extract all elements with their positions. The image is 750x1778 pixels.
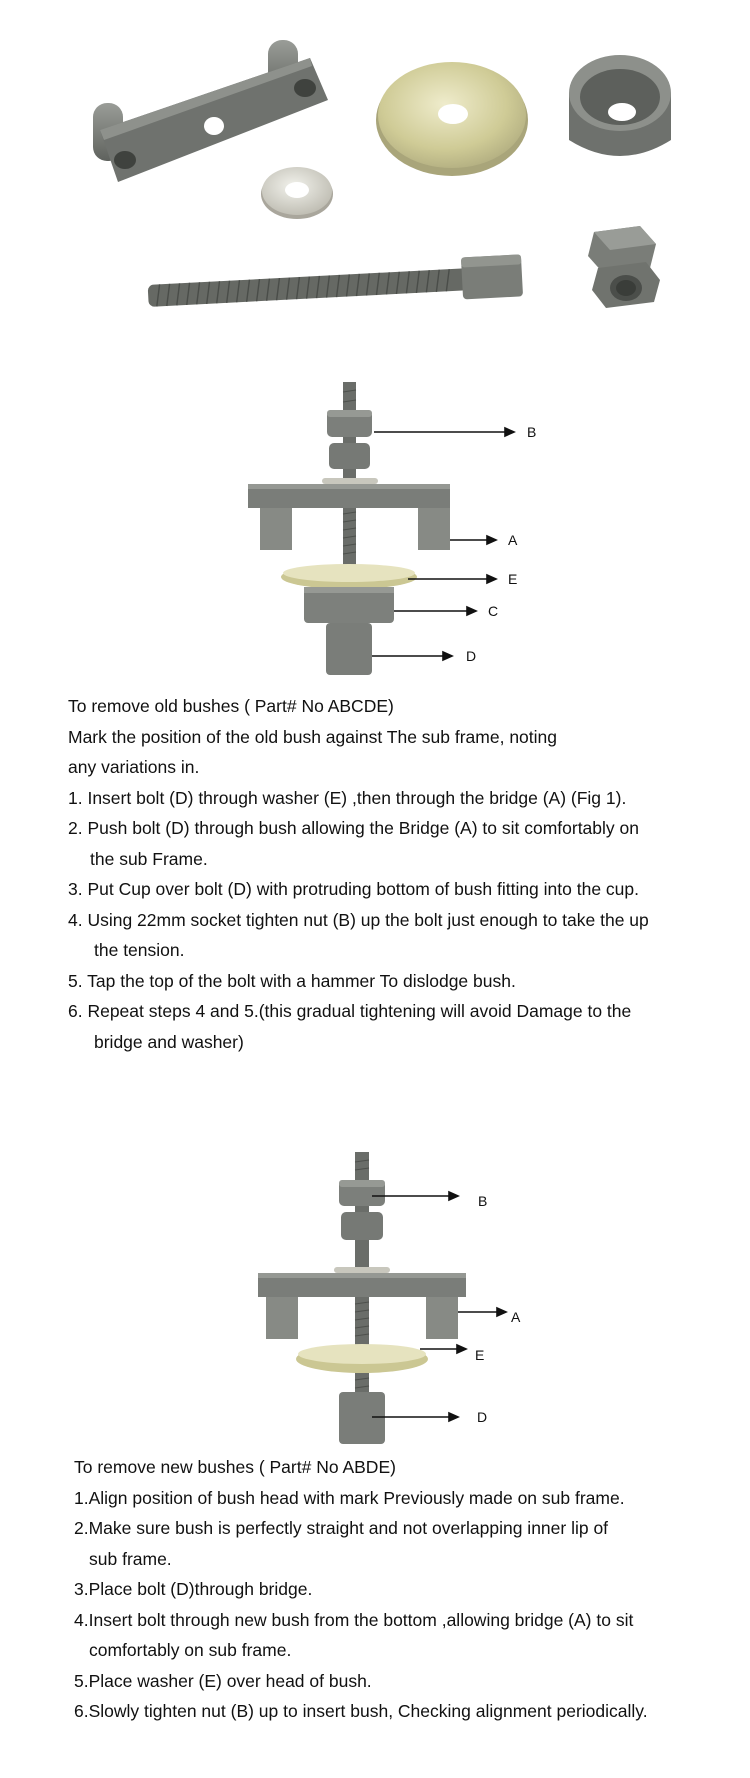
install-step: 6.Slowly tighten nut (B) up to insert bush, Checking alignment periodically. — [74, 1701, 648, 1721]
label-b: B — [478, 1193, 488, 1209]
label-d: D — [477, 1409, 488, 1425]
assembly-diagram-install — [0, 1150, 750, 1450]
removal-step: 5. Tap the top of the bolt with a hammer To dislodge bush. — [68, 970, 516, 991]
label-c: C — [488, 603, 499, 619]
removal-step: 6. Repeat steps 4 and 5.(this gradual tightening will avoid Damage to the bridge and washer) — [68, 1001, 632, 1052]
removal-step: 1. Insert bolt (D) through washer (E) ,then through the bridge (A) (Fig 1). — [68, 787, 627, 808]
label-d: D — [466, 648, 477, 664]
small-washer-image — [261, 167, 333, 219]
install-step: 4.Insert bolt through new bush from the bottom ,allowing bridge (A) to sit comfortably on sub frame. — [74, 1609, 634, 1660]
removal-step: 3. Put Cup over bolt (D) with protruding bottom of bush fitting into the cup. — [68, 879, 639, 899]
install-step: 5.Place washer (E) over head of bush. — [74, 1670, 372, 1691]
install-title: To remove new bushes ( Part# No ABDE) — [74, 1457, 396, 1477]
label-a: A — [511, 1309, 521, 1325]
install-step: 3.Place bolt (D)through bridge. — [74, 1579, 313, 1599]
removal-intro-line: any variations in. — [68, 757, 200, 777]
removal-intro-line: Mark the position of the old bush against The sub frame, noting — [68, 726, 558, 747]
nut-part-image — [588, 226, 660, 308]
bridge-part-image — [93, 40, 328, 182]
removal-instructions — [68, 691, 649, 1057]
install-step: 2.Make sure bush is perfectly straight and not overlapping inner lip of sub frame. — [74, 1518, 609, 1569]
label-b: B — [527, 424, 537, 440]
install-instructions — [74, 1452, 648, 1727]
install-step: 1.Align position of bush head with mark Previously made on sub frame. — [74, 1487, 625, 1508]
label-e: E — [508, 571, 518, 587]
removal-step: 2. Push bolt (D) through bush allowing the Bridge (A) to sit comfortably on the sub Frame. — [68, 818, 639, 869]
assembly-diagram-removal — [0, 380, 750, 680]
removal-title: To remove old bushes ( Part# No ABCDE) — [68, 696, 394, 716]
label-e: E — [475, 1347, 485, 1363]
removal-step: 4. Using 22mm socket tighten nut (B) up the bolt just enough to take the up the tension. — [68, 909, 649, 960]
large-washer-image — [376, 62, 528, 176]
parts-photo — [0, 0, 750, 330]
bolt-part-image — [148, 254, 523, 307]
cup-part-image — [569, 55, 671, 156]
label-a: A — [508, 532, 518, 548]
